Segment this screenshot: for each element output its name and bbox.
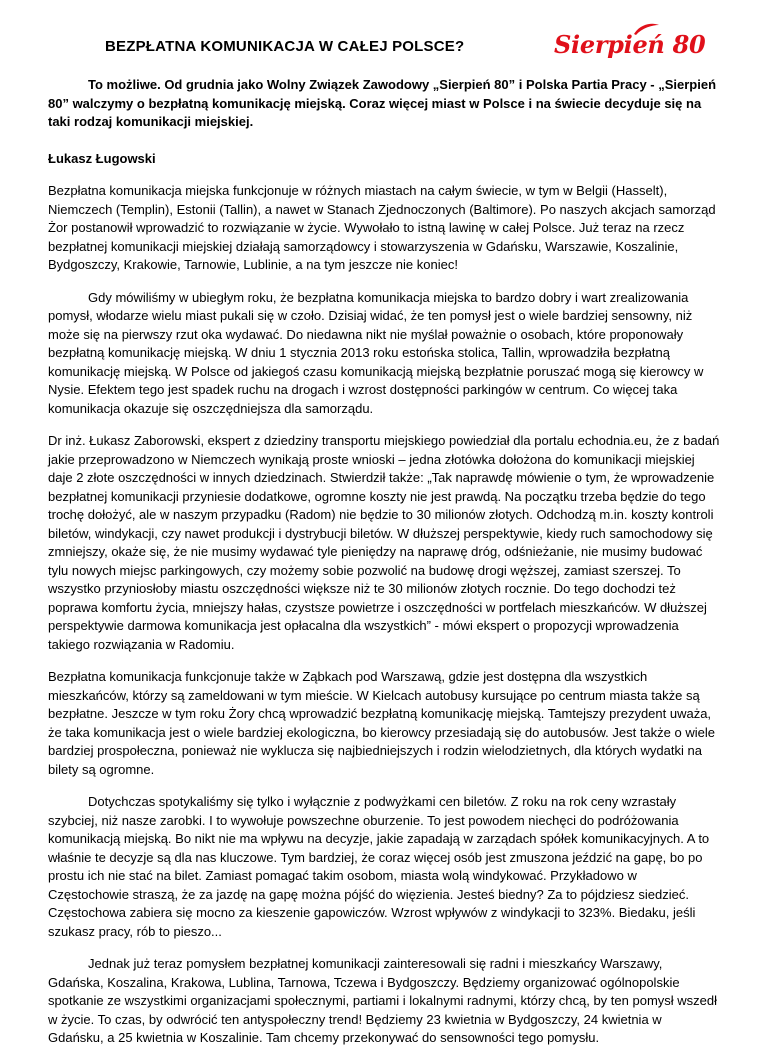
author-name: Łukasz Ługowski [48,150,156,166]
logo-text: Sierpień 80 [554,30,706,59]
body-paragraph: Gdy mówiliśmy w ubiegłym roku, że bezpłatna komunikacja miejska to bardzo dobry i wart zrealizowania pomysł, włodarze wielu miast pukali się w czoło. Dzisiaj widać, że ten pomysł jest o wiele bardziej sensowny, niż może się na pierwszy rzut oka wydawać. Do niedawna nikt nie myślał poważnie o osobach, które proponowały bezpłatną komunikację miejską. W dniu 1 stycznia 2013 roku estońska stolica, Tallin, wprowadziła bezpłatną komunikację miejską. W Polsce od jakiegoś czasu komunikacją miejską bezpłatnie poruszać mogą się kierowcy w Nysie. Efektem tego jest spadek ruchu na drogach i wzrost dostępności parkingów w centrum. Co więcej taka komunikacja okazuje się oszczędniejsza dla samorządu. [48,289,704,416]
body-paragraph: Bezpłatna komunikacja funkcjonuje także w Ząbkach pod Warszawą, gdzie jest dostępna dla wszystkich mieszkańców, którzy są zameldowani w tym mieście. W Kielcach autobusy kursujące po centrum miasta także są bezpłatne. Jeszcze w tym roku Żory chcą wprowadzić bezpłatną komunikację miejską. Tamtejszy prezydent uważa, że taka komunikacja jest o wiele bardziej ekologiczna, bo kierowcy przesiadają się do autobusów. Jest także o wiele bardziej prospołeczna, ponieważ nie wyklucza się najbiedniejszych i rodzin wielodzietnych, dla których wydatki na bilety są ogromne. [48,669,715,777]
sierpien-80-logo [554,22,714,62]
header [48,0,720,68]
body-paragraph: Dr inż. Łukasz Zaborowski, ekspert z dziedziny transportu miejskiego powiedział dla portalu echodnia.eu, że z badań jakie przeprowadzono w Niemczech wynikają proste wnioski – jedna złotówka dołożona do komunikacji miejskiej daje 2 złote oszczędności w innych dziedzinach. Stwierdził także: „Tak naprawdę mówienie o tym, że wprowadzenie bezpłatnej komunikacji przyniesie dodatkowe, ogromne koszty nie jest prawdą. Na początku trzeba będzie do tego trochę dołożyć, ale w naszym przypadku (Radom) nie będzie to 30 milionów złotych. Odchodzą m.in. koszty kontroli biletów, windykacji, czy nawet produkcji i dystrybucji biletów. W dłuższej perspektywie, kiedy ruch samochodowy się zmniejszy, okaże się, że nie musimy wydawać tyle pieniędzy na naprawę dróg, odśnieżanie, nie musimy budować tylu nowych miejsc parkingowych, czy możemy sobie pozwolić na budowę drogi węższej, zamiast szerszej. To wszystko przyniosłoby miastu oszczędności większe niż te 30 milionów złotych rocznie. Do tego dochodzi też poprawa komfortu życia, mniejszy hałas, czystsze powietrze i oszczędności w portfelach mieszkańców. W dłuższej perspektywie darmowa komunikacja jest opłacalna dla wszystkich” - mówi ekspert o propozycji wprowadzenia takiego rozwiązania w Radomiu. [48,433,720,652]
body-paragraph: Bezpłatna komunikacja miejska funkcjonuje w różnych miastach na całym świecie, w tym w Belgii (Hasselt), Niemczech (Templin), Estonii (Tallin), a nawet w Stanach Zjednoczonych (Baltimore). Po naszych akcjach samorząd Żor postanowił wprowadzić to rozwiązanie w życie. Wywołało to istną lawinę w całej Polsce. Już teraz na rzecz bezpłatnej komunikacji miejskiej działają samorządowcy i stowarzyszenia w Gdańsku, Warszawie, Koszalinie, Bydgoszczy, Krakowie, Tarnowie, Lublinie, a na tym jeszcze nie koniec! [48,183,716,272]
body-paragraph: Jednak już teraz pomysłem bezpłatnej komunikacji zainteresowali się radni i mieszkańcy Warszawy, Gdańska, Koszalina, Krakowa, Lublina, Tarnowa, Tczewa i Bydgoszczy. Będziemy organizować ogólnopolskie spotkanie ze wszystkimi organizacjami społecznymi, partiami i lokalnymi radnymi, którzy chcą, by ten pomysł wszedł w życie. To czas, by odwrócić ten antyspołeczny trend! Będziemy 23 kwietnia w Bydgoszczy, 24 kwietnia w Gdańsku, a 25 kwietnia w Koszalinie. Tam chcemy przekonywać do sensowności tego pomysłu. [48,956,718,1045]
page-title: BEZPŁATNA KOMUNIKACJA W CAŁEJ POLSCE? [105,38,465,55]
body-paragraph: Dotychczas spotykaliśmy się tylko i wyłącznie z podwyżkami cen biletów. Z roku na rok ceny wzrastały szybciej, niż nasze zarobki. I to wywołuje powszechne oburzenie. To jest powodem niechęci do podróżowania komunikacją miejską. Bo nikt nie ma wpływu na decyzje, jakie zapadają w zarządach spółek komunikacyjnych. A to właśnie te decyzje są dla nas kluczowe. Tym bardziej, że coraz więcej osób jest zmuszona jeździć na gapę, bo po prostu ich nie stać na bilet. Zamiast pomagać takim osobom, miasta wolą windykować. Przykładowo w Częstochowie straszą, że za jazdę na gapę można pójść do więzienia. Jesteś biedny? Za to pójdziesz siedzieć. Częstochowa zabiera się mocno za kieszenie gapowiczów. Wzrost wpływów z windykacji to 323%. Biedaku, jeśli szukasz pracy, rób to pieszo... [48,794,710,939]
lead-paragraph: To możliwe. Od grudnia jako Wolny Związek Zawodowy „Sierpień 80” i Polska Partia Pracy - „Sierpień 80” walczymy o bezpłatną komunikację miejską. Coraz więcej miast w Polsce i na świecie decyduje się na taki rodzaj komunikacji miejskiej. [48,77,717,129]
